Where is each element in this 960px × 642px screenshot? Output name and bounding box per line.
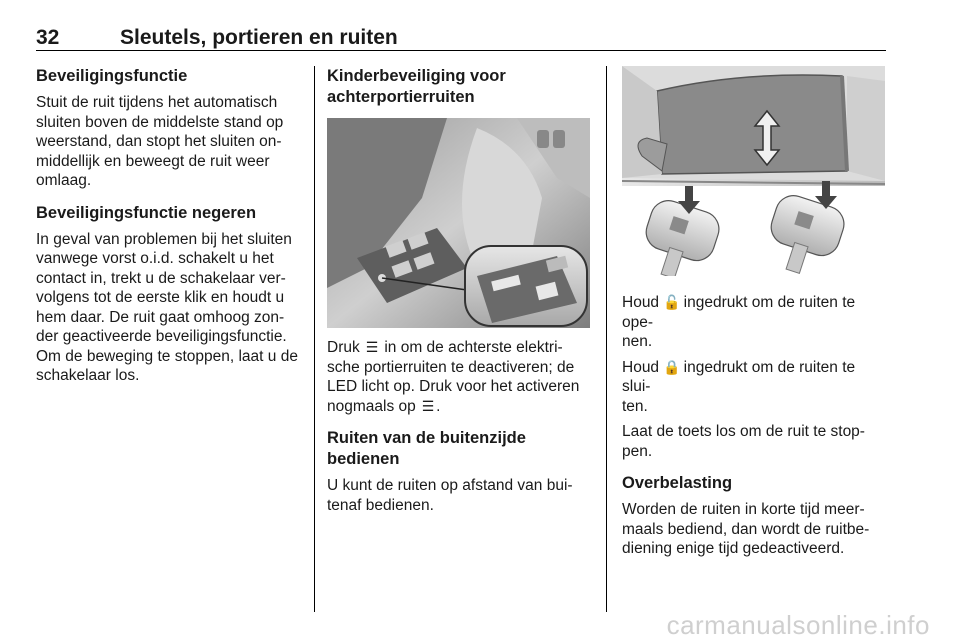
page-number: 32 [36,26,60,49]
car-window-remote-illustration [622,66,885,276]
column-left [36,66,301,386]
paragraph-remote-operation: U kunt de ruiten op afstand van bui- tenaf bedienen. [327,477,573,514]
paragraph-overload: Worden de ruiten in korte tijd meer- maals bediend, dan wordt de ruitbe- diening enige tijd gedeactiveerd. [622,501,870,557]
door-switch-panel-illustration [327,118,590,328]
column-divider-2 [606,66,607,612]
paragraph-close-windows: Houd 🔒 ingedrukt om de ruiten te slui- ten. [622,358,856,415]
paragraph-override-safety: In geval van problemen bij het sluiten vanwege vorst o.i.d. schakelt u het contact in, trekt u de schakelaar ver- volgens tot de eerste klik en houdt u hem daar. De ruit gaat omhoog zon- der geactiveerde beveiligingsfunctie. Om de beweging te stoppen, laat u de schakelaar los. [36,230,298,384]
window-child-lock-icon: ☰ [365,339,379,355]
unlock-padlock-icon: 🔓 [663,294,681,310]
lock-padlock-icon: 🔒 [663,358,681,375]
page-header [36,26,886,52]
paragraph-stop-windows: Laat de toets los om de ruit te stop- pen. [622,423,865,460]
heading-child-lock: Kinderbeveiliging voor achterportierruiten [327,67,506,106]
paragraph-safety-function: Stuit de ruit tijdens het automatisch sluiten boven de middelste stand op weerstand, dan stopt het sluiten on- middellijk en beweegt de ruit weer omlaag. [36,94,284,189]
heading-remote-operation: Ruiten van de buitenzijde bedienen [327,429,526,468]
heading-safety-function: Beveiligingsfunctie [36,67,188,85]
heading-overload: Overbelasting [622,474,733,492]
watermark: carmanualsonline.info [666,610,930,640]
page-title: Sleutels, portieren en ruiten [120,26,398,49]
column-divider-1 [314,66,315,612]
paragraph-child-lock: Druk ☰ in om de achterste elektri- sche portierruiten te deactiveren; de LED licht op. Druk voor het activeren nogmaals op ☰ . [327,339,580,415]
paragraph-open-windows: Houd 🔓 ingedrukt om de ruiten te ope- nen. [622,294,856,350]
heading-override-safety: Beveiligingsfunctie negeren [36,203,257,222]
window-child-lock-icon: ☰ [421,397,435,414]
header-divider [36,50,886,51]
column-middle [327,66,592,515]
column-right [622,66,887,559]
